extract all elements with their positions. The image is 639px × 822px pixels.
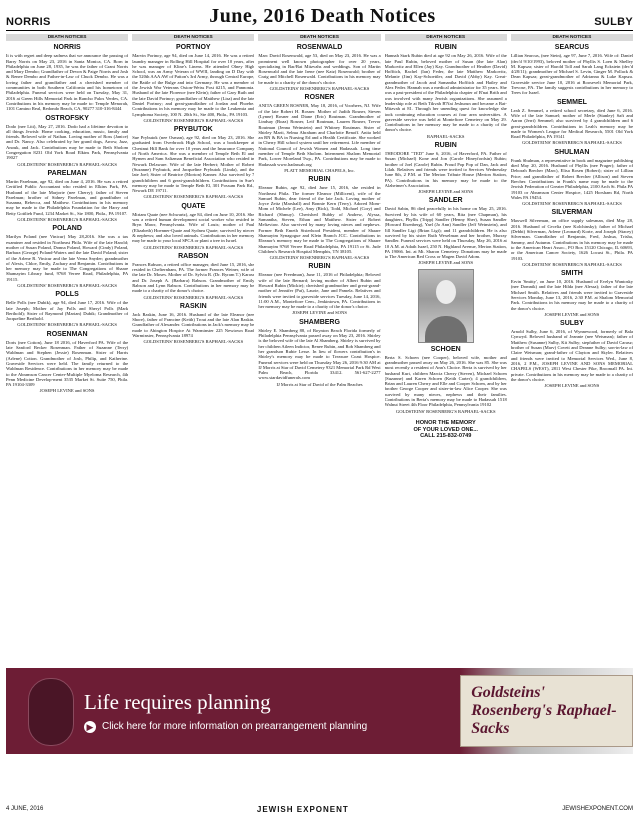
funeral-home-signature: JOSEPH LEVINE and SONS (418, 260, 474, 266)
notice-body: Ervin 'Smitty', on June 10, 2016. Husband of Evelyn Wantosky (nee Domnik) and the late Hilda (nee Alessa); father of the late Michael Smith. Relatives and friends were invited to Graveside Services Monday, June 13, 2016, 2:30 P.M. at Shalom Memorial Park. Contributions in his memory may be made to a charity of the donor's choice. (510, 279, 633, 311)
honor-callout-line: OF YOUR LOVED ONE... (413, 426, 478, 433)
notice-body: Belle Polls (nee Dubik), age 94, died June 17, 2016. Wife of the late Joseph; Mother of Jay Polls and Sheryl Polls (Mark Berthold); Sister of Raymond (Marian) Dubik; Grandmother of Jacqueline Berthold. (6, 300, 129, 322)
notice-body: Shirley E. Shamberg 88, of Boynton Beach Florida formerly of Philadelphia Pennsylvania passed away on May 23, 2016. Shirley is the beloved wife of the late Al Shamberg. Shirley is survived by her children Aileen Indictor, Renee Rubin, and Rob Shamberg and her grandson Rubie Lesse. In lieu of flowers contribution's in Shirley's memory may be made to Treasure Coast Hospice. Funeral services were held on Thursday May 26, 2016 9:30 AM at IJ Morris at Star of David Cemetery 9321 Memorial Park Rd West Palm Beach, Florida 33412. 561-627-2277 www.stardavidfunerals.com (258, 327, 381, 381)
funeral-home-signature: JOSEPH LEVINE and SONS (544, 383, 600, 389)
notice-name: ROSENMAN (46, 330, 88, 338)
page-footer (6, 802, 633, 816)
notice-name: PORTNOY (175, 44, 211, 52)
notice-name: ROSNER (304, 94, 335, 102)
notice-name: PARELMAN (47, 169, 87, 177)
notice-name: SHAMBERG (299, 318, 340, 326)
funeral-home-signature: PLATT MEMORIAL CHAPELS, Inc. (284, 167, 355, 173)
page-header (6, 6, 633, 31)
footer-site: JEWISHEXPONENT.COM (562, 806, 633, 812)
notice-name: SULBY (560, 320, 584, 328)
notice-name: RUBIN (308, 263, 331, 271)
funeral-home-signature: JOSEPH LEVINE and SONS (292, 310, 347, 316)
notice-body: David Sabin, 86 died peacefully in his home on May 25, 2016. Survived by his wife of 60 years, Rita (nee Chapman), his daughters, Phyllis (Tripp) Sandler (Henny Sher), Susan Sandler (Howard Eisenberg), Yael (Jo Ann) Sandler (Jeff Weinstein), and Jill Sandler Ligi (Brian Ligi); and 11 grandchildren. He is also survived by his sister Ruth Wexelman and her brother, Murray Sandler. Funeral services were held on Thursday, May 26, 2016 at 10 A.M. at Adath Israel, 250 N. Highland Avenue, Merion Station, PA 19066. Int. at Mt. Sharon Cemetery. Donations may be made to The American Red Cross or Magen David Adom. (384, 206, 507, 260)
honor-callout-line: HONOR THE MEMORY (415, 419, 476, 426)
notice-name: SEMMEL (556, 98, 587, 106)
ad-cta-text: Click here for more information on prearrangement planning (102, 721, 368, 732)
notice-body: Berta S. Schoen (nee Cooper), beloved wife, mother and grandmother passed away on May 26, 2016. She was 85. She was most recently a resident of Ann's Choice. Berta is survived by her husband Kurt, children Marcia Cherry (Steven), Michael Schoen (Suzanne) and Karen Schoen (Keith Carter); 4 grandchildren, Brian and Lauren Cherry and Elle and Cooper Schoen, and by her brother George Cooper and sister-in-law Alice Cooper. She was survived by many nieces, nephews and their families. Contributions in Berta's memory may be made to Hadassah 1518 Walnut Street 4th Floor Philadelphia, Pennsylvania 19102 (384, 354, 507, 408)
notice-body: Hannah Stark Rubin died at age 92 on May 26, 2016. Wife of the late Paul Rubin, beloved mother of Susan (the late Alan) Markovitz and Ellen (Jay) Kay. Grandmother of Heather (David) Hoffitch, Rachel (Ian) Feder, the late Matthew Markovitz, Melanie (Jim) Kay-Schoettler, and David (Abby) Kay. Great-grandmother of Jacob and Samantha Hoffitch and Hailey and Alex Feder. Hannah was a medical administrator for 35 years. She was a past-president of the Philadelphia chapter of B'nai Brith and was involved with many Jewish organizations. She assumed a leadership role at Beth Tikvah B'Nai Jeshurun and became a Bat-Mitzvah at 81. Through her unending quest for knowledge she took continuing education courses at four area universities. A graveside service was held at Montefiore Cemetery on May 29. Contributions in her memory may be made to a charity of the donor's choice. (384, 53, 507, 133)
notice-column (385, 34, 507, 656)
funeral-home-signature: GOLDSTEINS' ROSENBERG'S RAPHAEL-SACKS (143, 294, 244, 300)
funeral-home-signature: GOLDSTEINS' ROSENBERG'S RAPHAEL-SACKS (143, 339, 244, 345)
notice-name: RUBIN (308, 176, 331, 184)
notice-body: Arnold Sulby, June 6, 2016, of Wynnewood, formerly of Bala Cynwyd. Beloved husband of Jeannie (nee Weisman); father of Matthew (Susanne) Sulby, Kit Sulby; stepfather of David Carasz; brother of Susan (Marv) Covett and Deanne Sulby; son-in-law of Claire Weisman; grand-father of Clayton and Skyler. Relatives and friends were invited to Memorial Services Wed., June 8, 2016, 2 P.M., JOSEPH LEVINE AND SONS MEMORIAL CHAPELS (WEST), 2811 West Chester Pike, Broomall PA. Int. private. Contributions in his memory may be made to a charity of the donor's choice. (510, 329, 633, 382)
ad-brand-logo: Goldsteins' Rosenberg's Raphael-Sacks (460, 675, 633, 747)
footer-page-date: 4 JUNE, 2016 (6, 806, 44, 812)
header-right-name: SULBY (594, 16, 633, 28)
funeral-home-signature: GOLDSTEINS' ROSENBERG'S RAPHAEL-SACKS (395, 408, 496, 414)
notice-name: SEARCUS (554, 44, 590, 52)
header-left-name: NORRIS (6, 16, 51, 28)
notice-column (6, 34, 128, 656)
notice-body: ANITA GREEN ROSNER, May 18, 2016, of Voorhees, NJ. Wife of the late Robert H. Rosner. Mother of Judith Rosner, Steven (Lynne) Rosner and Diane (Eric) Routman. Grandmother of Lindsay (Boaz) Rosner, Leif Routman, Lauren Rosner, Trevor Routman (Jenna Weinstein) and Whitney Routman. Sister of Shirley Marti, Selma Abraham and Charlotte Benoff. Anita held an RN & BA in Nursing Ed and a Health Certificate. She worked in Cherry Hill school system until her retirement. Life member of National Council of Jewish Women and Hadassah. Long time member of Temple Beth Sholom. Internment Shalom Memorial Park, Lower Moreland Twp., PA. Contributions may be made to Hadassah www.hadassah.org (258, 103, 381, 167)
notice-body: Marc David Rosenwald, age 53, died on May 23, 2016. He was a prominent well known photographer for over 20 years, specializing in Bar/Bat Mitzvahs and weddings. Son of Martin Rosenwald and the late Irene (nee Katz) Rosenwald; brother of Craig and Mitchell Rosenwald. Contributions in his memory may be made to a charity of the donor's choice. (258, 53, 381, 85)
ad-brand-area (460, 668, 633, 754)
notice-body: Marilyn Poland (nee Vinicur) May 28,2016. She was a tax examiner and resided in Northeast Phila. Wife of the late Harold; mother of Susan Poland, Donna Poland, Howard (Cindy) Poland, Barbara (George) Poland-Waters and the late David Poland; sister of the Arlene R. Vinicur and the late Verna Snyder; grandmother of Alexis, Chloe, Emily, Zachary and Benjamin. Contributions in her memory may be made to The Congregations of Shaare Shamayim Library fund, 9768 Verree Road, Philadelphia, PA 19115. (6, 234, 129, 282)
notice-body: Marvin Portnoy, age 94, died on June 14, 2016. He was a retired laundry manager in Rolling Hill Hospital for over 10 years, after he was manager of Kline's Linens. He attended Olney High School, was an Army Veteran of WWII, landing on D Day with the 520th AAA AW of Patton's 3rd Army, through Central Europe, the Battle of the Bulge and into Germany. He was a member of the Jewish War Veterans Oxion-Weiss Post #215, and Pannonia. Husband of the late Florence (nee Klein); father of Gary Ruth and the late David Portnoy; grandfather of Matthew (Lisa) and the late Daniel Portnoy; and great-grandfather of Jordan and Phoebe. Contributions in his memory may be made to the Leukemia and Lymphoma Society, 100 N. 20th St., Ste 400, Phila., PA 19103. (132, 53, 255, 117)
notice-name: OSTROFSKY (45, 114, 89, 122)
notice-body: Leah Z. Semmel, a retired school secretary, died June 6, 2016. Wife of the late Samuel; mother of Merle (Stanley) Saft and Aaron (Jerri) Semmel; also survived by 4 grandchildren and 6 great-grandchildren. Contributions in Leah's memory may be made to Women's League for Medical Research, 5501 Old York Road Philadelphia, PA 19141 (510, 107, 633, 140)
section-tag: DEATH NOTICES (6, 34, 128, 41)
funeral-home-signature: GOLDSTEINS' ROSENBERG'S RAPHAEL-SACKS (17, 282, 117, 288)
page-title: June, 2016 Death Notices (209, 5, 436, 27)
funeral-home-signature: GOLDSTEINS' ROSENBERG'S RAPHAEL-SACKS (143, 194, 244, 200)
notice-body: Eleanor Rubin, age 92, died June 15, 2016, she resided in Northeast Phila. The former Eleanor (Millicent), wife of the Samuel Rubin, dear friend of the late Jack. Loving mother of Joyce Zeitz (Marshall) and Bonnie Kern (Terry). Adored Mom-Mom of Michele (Lee), Amy (Rick), Todd, Michael (Cory) and Richard (Shmuy). Cherished Bubby of Andrew, Alyssa, Samantha, Steven, Ethan and Matthew. Sister of Robert Meltzviaw. Also survived by many loving nieces and nephews. Former Beth Emeth Sisterhood President, member of Shaare Shamayim Synagogue and Klein Branch JCC. Contributions in Eleanor's memory may be made to The Congregations of Shaare Shamayim 9768 Verree Road Philadelphia, PA 19115 or St. Jude Children's Research Hospital Memphis, TN 38105. (258, 185, 381, 254)
notice-name: POLLS (55, 291, 79, 299)
notice-name: RUBIN (434, 44, 457, 52)
notice-body: Lillian Searcus, (nee Stein), age 97, June 7, 2016. Wife of: Daniel (dec'd 9/10/1993), beloved mother of Phyllis S. Loen & Shelley M. Kapsza; sister of Harold Toll and Sarah Lang Eckstein (dec'd 4/28/11); grandmother of Michael S. Levin, Ginger M. Pollack & Dean Kapsza; great-grandmother of Adrianna & Luke Kapsza. Graveside service June 10, 2016 at Roosevelt Memorial Park, Trevose, PA. The family suggests contributions in her memory to Trees for Israel. (510, 53, 633, 96)
notice-body: THEODORE "TED" June 6, 2016, of Haverford, PA. Father of Susan (Michael) Kone and Jon (Carole Hineyfordsin) Rubin; brother of Joel (Carole) Rubin. Proud Pop Pop of Dan, Jack and Lilah. Relatives and friends were invited to Services Wednesday June 8th, 2 P.M. at The Merion Tribute House (Merion Station, PA). Contributions in his memory may be made to the Alzheimer's Association. (384, 151, 507, 188)
notice-name: SCHOEN (430, 345, 461, 353)
funeral-home-signature: GOLDSTEINS' ROSENBERG'S RAPHAEL-SACKS (17, 161, 117, 167)
funeral-home-signature: GOLDSTEINS' ROSENBERG'S RAPHAEL-SACKS (522, 261, 622, 267)
funeral-home-signature: JOSEPH LEVINE and SONS (39, 388, 95, 394)
funeral-home-signature: GOLDSTEINS' ROSENBERG'S RAPHAEL-SACKS (269, 86, 370, 92)
notice-body: Frank Shulman, a representative in book and magazine publishing died May 20, 2016. Husband of Phyllis (nee Prager); father of Deborah Brecher (Marc), Elisa Rosen (Robert); sister of Lillian Price; and grandfather of Robert Brecher (Allison) and Steven Brecher. Contributions in Frank's name may be made to the Jewish Federation of Greater Philadelphia, 2100 Arch St. Phila PA 19103 or Abramson Center Hospice, 1425 Horsham Rd, North Wales PA 19454. (510, 157, 633, 200)
notice-name: POLAND (52, 225, 82, 233)
funeral-home-signature: GOLDSTEINS' ROSENBERG'S RAPHAEL-SACKS (522, 201, 622, 207)
notice-body: It is with regret and deep sadness that we announce the passing of Barry Norris on May 23, 2016 in Santa Monica, CA. Born in Philadelphia on June 28, 1935, he was the father of Grant Norris and Mary Dembo; Grandfather of Devon & Paige Norris and Josh & Renee Dembo and Father-in-Law of Chuck Dembo. He was a loving father and grandfather and a cherished member of communities in both Southern California and his hometown of Philadelphia. Funeral services were held on Tuesday, May 31, 2016 at Green Hills Memorial Park in Rancho Palos Verdes, CA. Contributions in his memory may be made to: Temple Menorah, 1101 Camino Real, Redondo Beach, CA, 90277 310-316-8444 (6, 53, 129, 112)
notice-name: SHULMAN (554, 148, 590, 156)
funeral-home-signature: GOLDSTEINS' ROSENBERG'S RAPHAEL-SACKS (143, 117, 244, 123)
notice-name: ROSENWALD (296, 44, 343, 52)
notice-name: QUATE (181, 202, 206, 210)
funeral-home-signature: GOLDSTEINS' ROSENBERG'S RAPHAEL-SACKS (522, 140, 622, 146)
notice-name: SANDLER (428, 197, 463, 205)
portrait-photo (418, 269, 474, 343)
notice-body: Sue Prybutok (nee Osman), age 92, died on May 23, 2016. She graduated from Overbrook High School, was a bookkeeper at Chestnut Hill Bank for over 10 years and the Insurance Company of North America. She was a member of Temple Beth El and Hymen and Sam Saltzman Beneficial Association who resided in Newark Delaware. Wife of the late Herbert; Mother of Robert (Suzanne) Prybutok, and Jacqueline Prybutok (Linda), and the late Joel; Sister of Beatrice (Morton) Kanner. Also survived by 7 grandchildren and 6 great-grandchildren. Contributions in Sue's memory may be made to Temple Beth El, 301 Possum Park Rd., Newark DE 19711. (132, 135, 255, 194)
notice-columns (6, 34, 633, 656)
section-tag: DEATH NOTICES (258, 34, 380, 41)
notice-name: RASKIN (179, 302, 207, 310)
notice-name: SILVERMAN (551, 209, 593, 217)
notice-name: NORRIS (53, 44, 81, 52)
ad-headline: Life requires planning (84, 689, 271, 714)
funeral-home-signature: JOSEPH LEVINE and SONS (418, 189, 474, 195)
notice-name: RABSON (178, 252, 209, 260)
notice-body: Jack Raskin, June 16, 2016. Husband of the late Eleanor (nee Shore), father of Francine (Keith) Trout and the late Alan Raskin. Grandfather of Alexander. Contributions in Jack's memory may be made to Abington Hospice At Warminster 225 Newtown Road Warminster, Pennsylvania 18974 (132, 311, 255, 339)
ad-banner[interactable] (6, 668, 633, 754)
funeral-home-signature: RAPHAEL-SACKS (426, 133, 465, 139)
notice-name: PRYBUTOK (173, 126, 213, 134)
notice-column (511, 34, 633, 656)
notice-name: SMITH (561, 270, 583, 278)
funeral-home-signature: GOLDSTEINS' ROSENBERG'S RAPHAEL-SACKS (17, 322, 117, 328)
notice-column (132, 34, 254, 656)
ad-cta-link[interactable] (84, 721, 460, 733)
footer-publication: JEWISH EXPONENT (256, 804, 349, 814)
notice-body: Martin Parelman, age 92, died on June 4, 2016. He was a retired Certified Public Accountant who resided in Elkins Park, PA. Husband of the late Marjorie (nee Cherry); father of Steven Parelman; brother of Sidney Parelman, and grandfather of Susanna, Rebecca, and Matthew. Contributions in his memory may be made to the Philadelphia Foundation for the Harry and Betty Gottlieb Fund, 1234 Market St., Ste 1800, Phila., PA 19107. (6, 178, 129, 216)
funeral-home-signature: IJ Morris at Star of David of the Palm Beaches (276, 381, 363, 387)
section-tag: DEATH NOTICES (385, 34, 507, 41)
funeral-home-signature: GOLDSTEINS' ROSENBERG'S RAPHAEL-SACKS (17, 217, 117, 223)
notice-name: RUBIN (434, 142, 457, 150)
arrow-right-icon: ▶ (84, 721, 96, 733)
notice-body: Doris (nee Cotton), June 18 2016, of Haverford PA. Wife of the late Sanford Becker Rosenman. Father of Suzanne (Terry) Waldman and Stephen (Jessie) Rosenman. Sister of Harris (Arlene) Cotton. Grandmother of Josh, Philip, and Katherine. Graveside Services were held. The family returned to the Waldman Residence. Contributions in her memory may be made to the Abramson Cancer Center-Multiple Myeloma Research, 4th Penn Medicine Develop-ment 3535 Market St. Suite 750, Phila. PA 19104-3309 (6, 339, 129, 388)
notice-body: Maxwell Silverman, an office supply salesman, died May 28, 2016. Husband of Cecelia (nee Kolchinsky); father of Michael (Debbi) Silverman, Arlene (Leonard) Korte, and Joseph (Stacey) Silverman. Grandfather of Benjamin, Fred, Joshua, Trisha, Sammy, and Autumn. Contributions in his memory may be made to the American Heart Assoc., PO Box 15120 Chicago, IL 60693, or the American Cancer Society, 1626 Locust St., Phila. PA 19103. (510, 218, 633, 261)
notice-body: Dodo (nee Litt), May 27, 2016. Dodo had a lifetime devotion to all things Jewish: Home cooking, education, music, family and friends. Beloved wife of Nathan. Loving mother of Ross (Janice) and Dr. Nancy. Also celebrated by her grand dogs, Arrow, Jazz, Anouk, and Jack. Contributions may be made to Beth Sholom Congregation 8231 Old York Road Elkins Park, Pennsylvania 19027 (6, 123, 129, 161)
notice-body: Frances Rabson, a retired office manager, died June 15, 2016, she resided in Chelternham, PA. The former Frances Weiner, wife of the late Dr. Moses. Mother of Dr. Sylvia R. (Dr. Byram T.) Karass and Dr. Joseph A. (Barbara) Rabson. Grandmother of Emily Rabson and Lynn Rabson. Contributions in her memory may be made to a charity of the donor's choice. (132, 261, 255, 294)
notice-body: Miriam Quate (nee Schwartz), age 84, died on June 10, 2016. She was a retired human development social worker who resided in Bryn Mawr, Pennsylvania. Wife of Louis; mother of Paul (Elizabeth) Hoenner-Quate and Sydnea Quate; survived by nieces & nephews; and also loved animals. Contributions in her memory may be made to your local SPCA or plant a tree in Israel. (132, 211, 255, 244)
honor-callout-line: CALL 215-832-0749 (420, 433, 472, 440)
funeral-home-signature: GOLDSTEINS' ROSENBERG'S RAPHAEL-SACKS (269, 255, 370, 261)
ad-seal-image (28, 678, 74, 746)
funeral-home-signature: JOSEPH LEVINE and SONS (544, 311, 600, 317)
section-tag: DEATH NOTICES (511, 34, 633, 41)
notice-body: Eleanor (nee Freedman), June 11, 2016 of Philadelphia; Beloved wife of the late Bernard; loving mother of Albert Rubin and Howard Rubin (Mickie); cherished grandmother and great-grand-mother of Jennifer (Pat), Laurie, Jane and Pamela. Relatives and friends were invited to graveside services Tuesday, June 14, 2016, 11:00 A.M., Montefiore Cem., Jenkintown, PA. Contributions in her memory may be made to a charity of the donor's choice. (258, 272, 381, 310)
section-tag: DEATH NOTICES (132, 34, 254, 41)
funeral-home-signature: GOLDSTEINS' ROSENBERG'S RAPHAEL-SACKS (143, 244, 244, 250)
ad-text-block (6, 668, 460, 754)
notice-column (258, 34, 380, 656)
